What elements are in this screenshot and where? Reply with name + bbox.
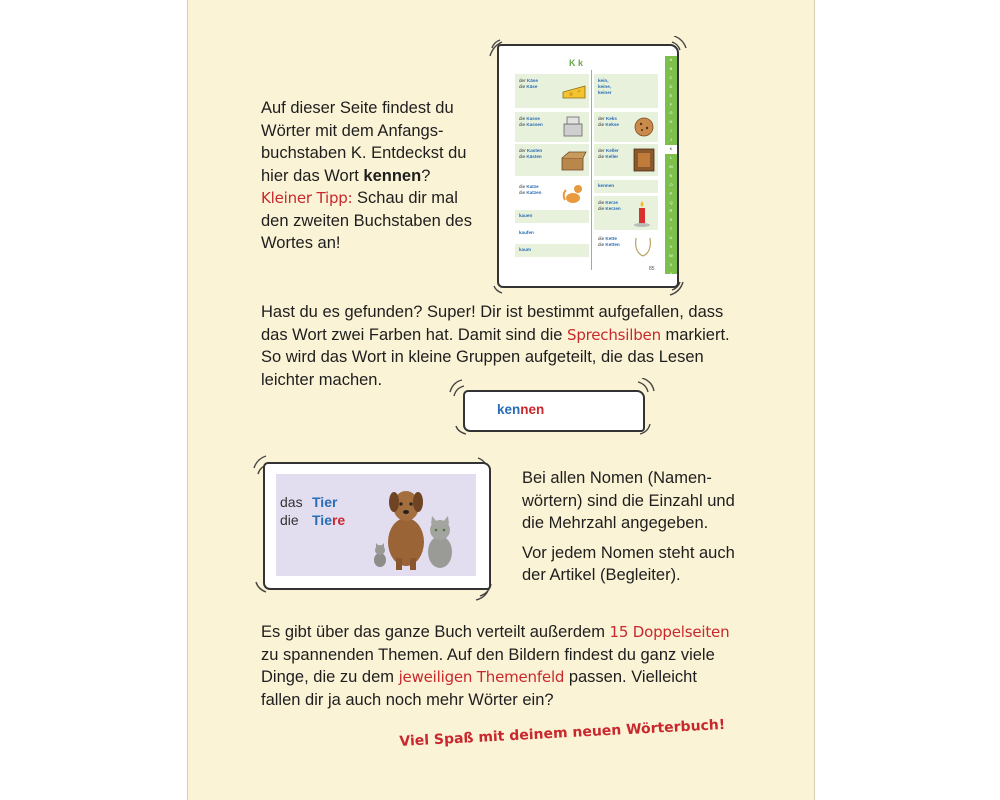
alphabet-letter: T bbox=[669, 226, 673, 232]
cash-register-icon bbox=[561, 114, 585, 138]
alphabet-letter: O bbox=[669, 181, 673, 187]
animals-illustration-icon bbox=[368, 480, 474, 572]
dictionary-entry: kaum bbox=[515, 244, 589, 257]
box-icon bbox=[559, 148, 587, 172]
alphabet-letter: F bbox=[669, 101, 673, 107]
alphabet-letter: X bbox=[669, 261, 673, 267]
alphabet-letter: G bbox=[669, 110, 673, 116]
dictionary-entry: der Keks die Kekse bbox=[594, 112, 658, 142]
intro-line: Auf dieser Seite findest du bbox=[261, 99, 454, 117]
article-plural: die bbox=[280, 512, 299, 528]
alphabet-letter: D bbox=[669, 83, 673, 89]
highlight-term: Sprechsilben bbox=[567, 325, 661, 344]
noun-example-panel bbox=[276, 474, 476, 576]
dictionary-entry bbox=[594, 180, 658, 193]
alphabet-letter: M bbox=[669, 163, 673, 169]
candle-icon bbox=[632, 198, 652, 228]
closing-message: Viel Spaß mit deinem neuen Wörterbuch! bbox=[399, 716, 726, 750]
topics-paragraph: Es gibt über das ganze Buch verteilt außerdem 15 Doppelseiten zu spannenden Themen. Auf den Bildern findest du ganz viele Dinge, die zu dem jeweiligen Themenfeld passen. Vielleicht fallen dir ja auch noch mehr Wörter ein? bbox=[261, 623, 730, 709]
dictionary-entry: die Kette die Ketten bbox=[594, 232, 658, 264]
dictionary-entry: die Kasse die Kassen bbox=[515, 112, 589, 142]
noun-singular: Tier bbox=[312, 494, 338, 510]
alphabet-letter: Y bbox=[669, 270, 673, 276]
kennen-entry: kennen bbox=[598, 183, 615, 188]
syllable-word: kennen bbox=[497, 402, 545, 417]
highlight-word: kennen bbox=[363, 166, 422, 185]
alphabet-letter: Q bbox=[669, 199, 673, 205]
noun-explanation: Bei allen Nomen (Namen- wörtern) sind die Einzahl und die Mehrzahl angegeben. Vor jedem Nomen steht auch der Artikel (Begleiter). bbox=[522, 469, 735, 584]
alphabet-letter: L bbox=[669, 154, 673, 160]
column-divider bbox=[591, 70, 592, 270]
alphabet-letter: Z bbox=[669, 279, 673, 285]
dictionary-entry: die Kerze die Kerzen bbox=[594, 196, 658, 230]
alphabet-letter: I bbox=[670, 128, 672, 134]
intro-line: Wörter mit dem Anfangs- bbox=[261, 121, 444, 140]
alphabet-letter: P bbox=[669, 190, 673, 196]
alphabet-letter: S bbox=[669, 217, 673, 223]
cellar-icon bbox=[632, 147, 656, 173]
intro-line: buchstaben K. Entdeckst du bbox=[261, 144, 467, 162]
dictionary-entry: die Katze die Katzen bbox=[515, 180, 589, 208]
article-singular: das bbox=[280, 494, 303, 510]
dictionary-entry: kein, keine, keiner bbox=[594, 74, 658, 108]
alphabet-index bbox=[665, 56, 677, 285]
alphabet-letter: C bbox=[669, 74, 673, 80]
alphabet-letter: B bbox=[669, 65, 673, 71]
intro-line: Kleiner Tipp: Schau dir mal bbox=[261, 189, 458, 207]
syllable-paragraph: Hast du es gefunden? Super! Dir ist bestimmt aufgefallen, dass das Wort zwei Farben hat. Damit sind die Sprechsilben markiert. So wird das Wort in kleine Gruppen aufgeteilt, die das Lesen leichter machen. bbox=[261, 303, 730, 389]
dictionary-entry: der Käse die Käse bbox=[515, 74, 589, 108]
cookie-icon bbox=[632, 115, 656, 139]
dictionary-entry: kaufen bbox=[515, 227, 589, 240]
syllable-example-box bbox=[463, 390, 645, 432]
noun-plural: Tiere bbox=[312, 512, 346, 528]
necklace-icon bbox=[632, 234, 654, 262]
highlight-term: jeweiligen Themenfeld bbox=[398, 668, 565, 686]
page-number: 85 bbox=[649, 266, 655, 272]
dictionary-entry: kauen bbox=[515, 210, 589, 223]
dictionary-entry: der Kasten die Kästen bbox=[515, 144, 589, 176]
alphabet-letter: V bbox=[669, 244, 673, 250]
alphabet-letter: N bbox=[669, 172, 673, 178]
alphabet-letter: U bbox=[669, 235, 673, 241]
alphabet-letter: R bbox=[669, 208, 673, 214]
dictionary-entry: der Keller die Keller bbox=[594, 144, 658, 176]
intro-text bbox=[261, 97, 472, 255]
tip-label: Kleiner Tipp: bbox=[261, 189, 353, 207]
highlight-term: 15 Doppelseiten bbox=[609, 623, 730, 641]
intro-line: den zweiten Buchstaben des bbox=[261, 211, 472, 230]
cheese-icon bbox=[561, 78, 587, 102]
dictionary-heading: K k bbox=[569, 58, 584, 68]
alphabet-letter: A bbox=[669, 57, 673, 62]
alphabet-letter: K bbox=[665, 145, 677, 154]
alphabet-letter: J bbox=[670, 137, 672, 143]
intro-line: hier das Wort kennen? bbox=[261, 166, 431, 185]
intro-line: Wortes an! bbox=[261, 234, 341, 252]
cat-icon bbox=[561, 180, 585, 208]
alphabet-letter: E bbox=[669, 92, 673, 98]
dictionary-page-preview bbox=[497, 44, 679, 288]
alphabet-letter: W bbox=[669, 252, 673, 258]
alphabet-letter: H bbox=[669, 119, 673, 125]
